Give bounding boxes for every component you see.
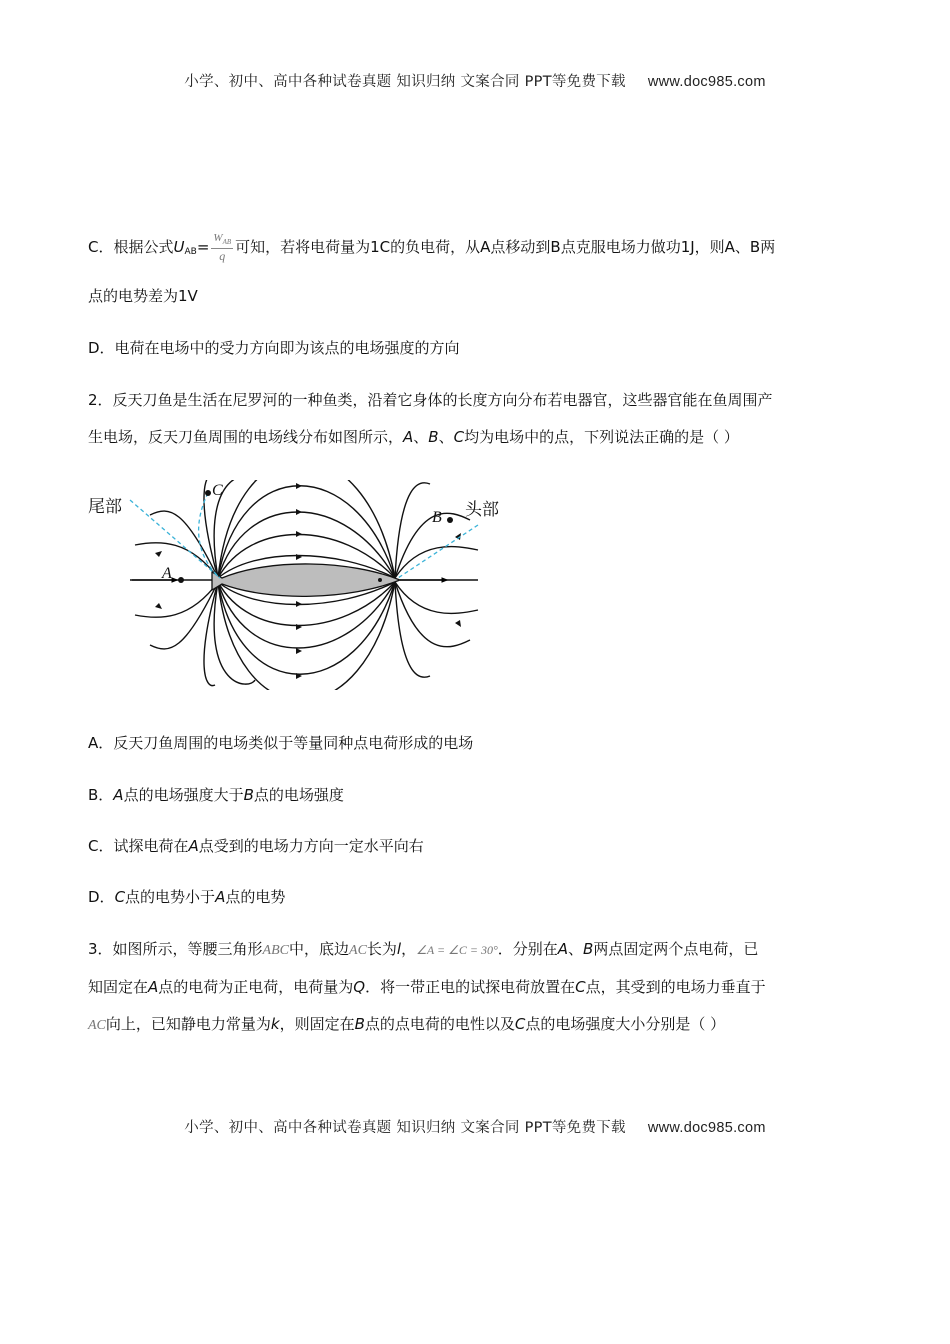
q3-stem-line2: 知固定在A点的电荷为正电荷，电荷量为Q．将一带正电的试探电荷放置在C点，其受到的电场力垂直于 <box>88 978 766 996</box>
q2-stem-line2: 生电场，反天刀鱼周围的电场线分布如图所示，A、B、C均为电场中的点，下列说法正确的是（ ） <box>88 428 739 446</box>
formula-fraction: $\frac{W_{AB}}{q}$ <box>213 232 232 264</box>
header-url[interactable]: www.doc985.com <box>647 74 766 90</box>
q2-option-b: B．A点的电场强度大于B点的电场强度 <box>88 786 344 804</box>
field-line <box>395 582 470 647</box>
field-line <box>150 511 218 578</box>
point-a <box>178 577 184 583</box>
field-line <box>135 582 218 617</box>
head-label: 头部 <box>465 500 499 519</box>
field-line <box>150 582 218 649</box>
page-footer <box>0 1116 950 1137</box>
q1-option-c-line2: 点的电势差为1V <box>88 287 198 305</box>
q1-option-d: D．电荷在电场中的受力方向即为该点的电场强度的方向 <box>88 339 460 357</box>
field-line <box>135 543 218 578</box>
label-b: B <box>432 509 442 526</box>
point-b <box>447 517 453 523</box>
field-line <box>395 547 478 578</box>
label-c: C <box>212 482 223 499</box>
q2-option-d: D．C点的电势小于A点的电势 <box>88 888 286 906</box>
header-text: 小学、初中、高中各种试卷真题 知识归纳 文案合同 PPT等免费下载 <box>184 74 626 90</box>
q1-option-c: C．根据公式$U_{AB}=$ $\frac{W_{AB}}{q}$ 可知，若将电荷量为1C的负电荷，从A点移动到B点克服电场力做功1J，则A、B两 <box>88 232 776 264</box>
fish-eye <box>378 578 382 582</box>
head-leader-line <box>398 525 478 578</box>
electric-field-figure <box>84 480 514 690</box>
footer-text: 小学、初中、高中各种试卷真题 知识归纳 文案合同 PPT等免费下载 <box>184 1120 626 1136</box>
label-a: A <box>162 565 172 582</box>
tail-label: 尾部 <box>88 497 122 516</box>
point-c <box>205 490 211 496</box>
q2-option-c: C．试探电荷在A点受到的电场力方向一定水平向右 <box>88 837 424 855</box>
q3-stem-line3: AC向上，已知静电力常量为k，则固定在B点的点电荷的电性以及C点的电场强度大小分别是（ ） <box>88 1015 726 1033</box>
page-header <box>0 70 950 91</box>
q2-option-a: A．反天刀鱼周围的电场类似于等量同种点电荷形成的电场 <box>88 734 474 752</box>
footer-url[interactable]: www.doc985.com <box>647 1120 766 1136</box>
q3-stem-line1: 3．如图所示，等腰三角形ABC中，底边AC长为l，∠A = ∠C = 30°．分别在A、B两点固定两个点电荷，已 <box>88 940 759 958</box>
field-line <box>395 582 478 613</box>
q2-stem-line1: 2．反天刀鱼是生活在尼罗河的一种鱼类，沿着它身体的长度方向分布若电器官，这些器官能在鱼周围产 <box>88 391 773 409</box>
tail-leader-line <box>130 500 220 578</box>
